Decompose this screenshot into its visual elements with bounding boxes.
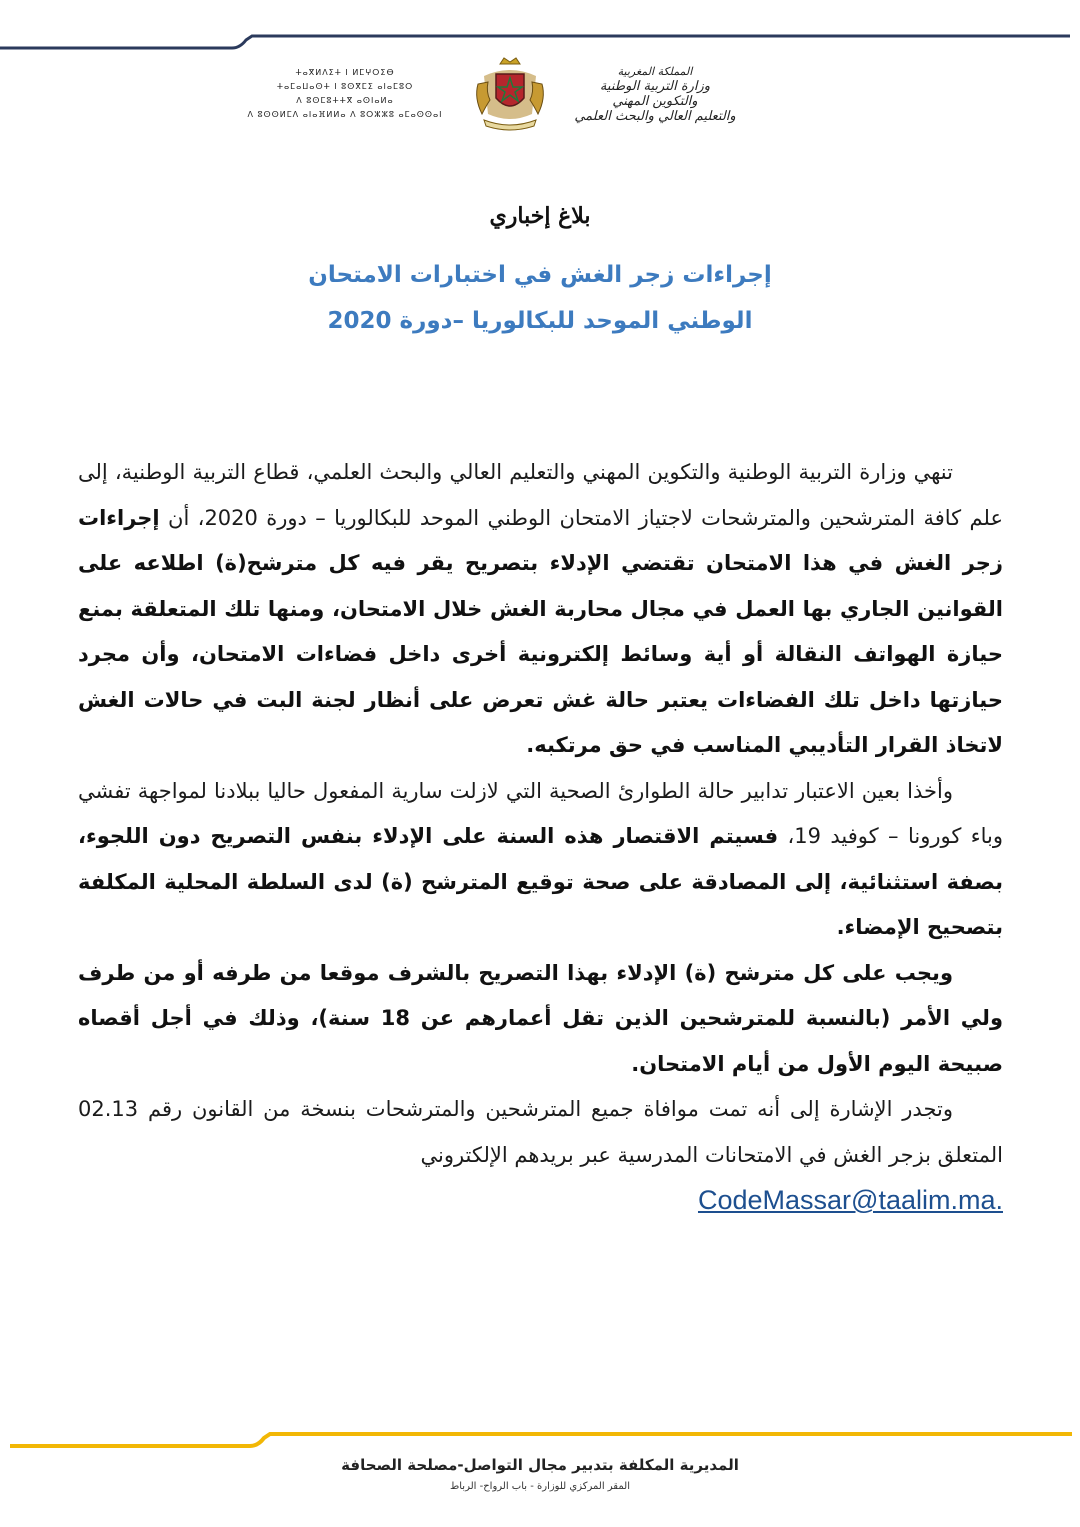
paragraph-1-bold: إجراءات زجر الغش في هذا الامتحان تقتضي الإدلاء بتصريح يقر فيه كل مترشح(ة) اطلاعه على القوانين الجاري بها العمل في مجال محاربة الغش خلال الامتحان، ومنها تلك المتعلقة بمنع حيازة الهواتف النقالة أو أية وسائط إلكترونية أخرى داخل فضاءات الامتحان، وأن مجرد حيازتها داخل تلك الفضاءات يعتبر حالة غش تعرض على أنظار لجنة البت في حالات الغش لاتخاذ القرار التأديبي المناسب في حق مرتكبه. [78,505,1003,757]
bottom-border-rule [0,1420,1080,1460]
announcement-body [78,450,1003,1223]
ministry-line: وزارة التربية الوطنية [599,79,711,94]
tifinagh-line: ⵜⴰⵎⴰⵡⴰⵙⵜ ⵏ ⵓⵙⴳⵎⵉ ⴰⵏⴰⵎⵓⵔ [276,82,414,91]
subtitle-line-2: الوطني الموحد للبكالوريا –دورة 2020 [327,308,753,334]
paragraph-3-bold: ويجب على كل مترشح (ة) الإدلاء بهذا التصريح بالشرف موقعا من طرفه أو من طرف ولي الأمر (بالنسبة للمترشحين الذين تقل أعمارهم عن 18 سنة)، وذلك في أجل أقصاه صبيحة اليوم الأول من أيام الامتحان. [78,960,1003,1076]
paragraph-4-normal: وتجدر الإشارة إلى أنه تمت موافاة جميع المترشحين والمترشحات بنسخة من القانون رقم 02.13 المتعلق بزجر الغش في الامتحانات المدرسية عبر بريدهم الإلكتروني [78,1097,1003,1167]
paragraph-2-bold: فسيتم الاقتصار هذه السنة على الإدلاء بنفس التصريح دون اللجوء، بصفة استثنائية، إلى المصادقة على صحة توقيع المترشح (ة) لدى السلطة المحلية المكلفة بتصحيح الإمضاء. [78,824,1003,939]
paragraph-4 [78,1087,1003,1178]
ministry-line: والتعليم العالي والبحث العلمي [574,109,736,124]
tifinagh-line: ⴷ ⵓⵙⵙⵍⵎⴷ ⴰⵏⴰⴼⵍⵍⴰ ⴷ ⵓⵔⵣⵣⵓ ⴰⵎⴰⵙⵙⴰⵏ [247,110,443,119]
paragraph-3 [78,951,1003,1088]
letterhead-tifinagh [240,66,450,122]
top-border-rule [0,0,1080,60]
letterhead-arabic [540,64,770,124]
paragraph-2 [78,769,1003,951]
notice-title: بلاغ إخباري [489,203,591,229]
footer-address: المقر المركزي للوزارة - باب الرواح- الرباط [450,1481,630,1492]
paragraph-2-normal: وأخذا بعين الاعتبار تدابير حالة الطوارئ الصحية التي لازلت سارية المفعول حاليا ببلادنا لمواجهة تفشي وباء كورونا – كوفيد 19، [78,778,1004,848]
footer-directorate: المديرية المكلفة بتدبير مجال التواصل-مصلحة الصحافة [341,1456,739,1474]
tifinagh-line: ⴷ ⵓⵙⵎⵓⵜⵜⴳ ⴰⵙⵏⴰⵍⴰ [296,96,394,105]
paragraph-1 [78,450,1003,769]
moroccan-coat-of-arms-icon [470,54,550,134]
tifinagh-line: ⵜⴰⴳⵍⴷⵉⵜ ⵏ ⵍⵎⵖⵔⵉⴱ [295,68,395,77]
kingdom-name: المملكة المغربية [617,65,693,78]
ministry-line: والتكوين المهني [612,94,698,109]
email-link[interactable]: CodeMassar@taalim.ma. [697,1185,1003,1215]
paragraph-1-normal: تنهي وزارة التربية الوطنية والتكوين المهني والتعليم العالي والبحث العلمي، قطاع التربية الوطنية، إلى علم كافة المترشحين والمترشحات لاجتياز الامتحان الوطني الموحد للبكالوريا – دورة 2020، أن [78,460,1003,530]
subtitle-line-1: إجراءات زجر الغش في اختبارات الامتحان [308,262,772,288]
